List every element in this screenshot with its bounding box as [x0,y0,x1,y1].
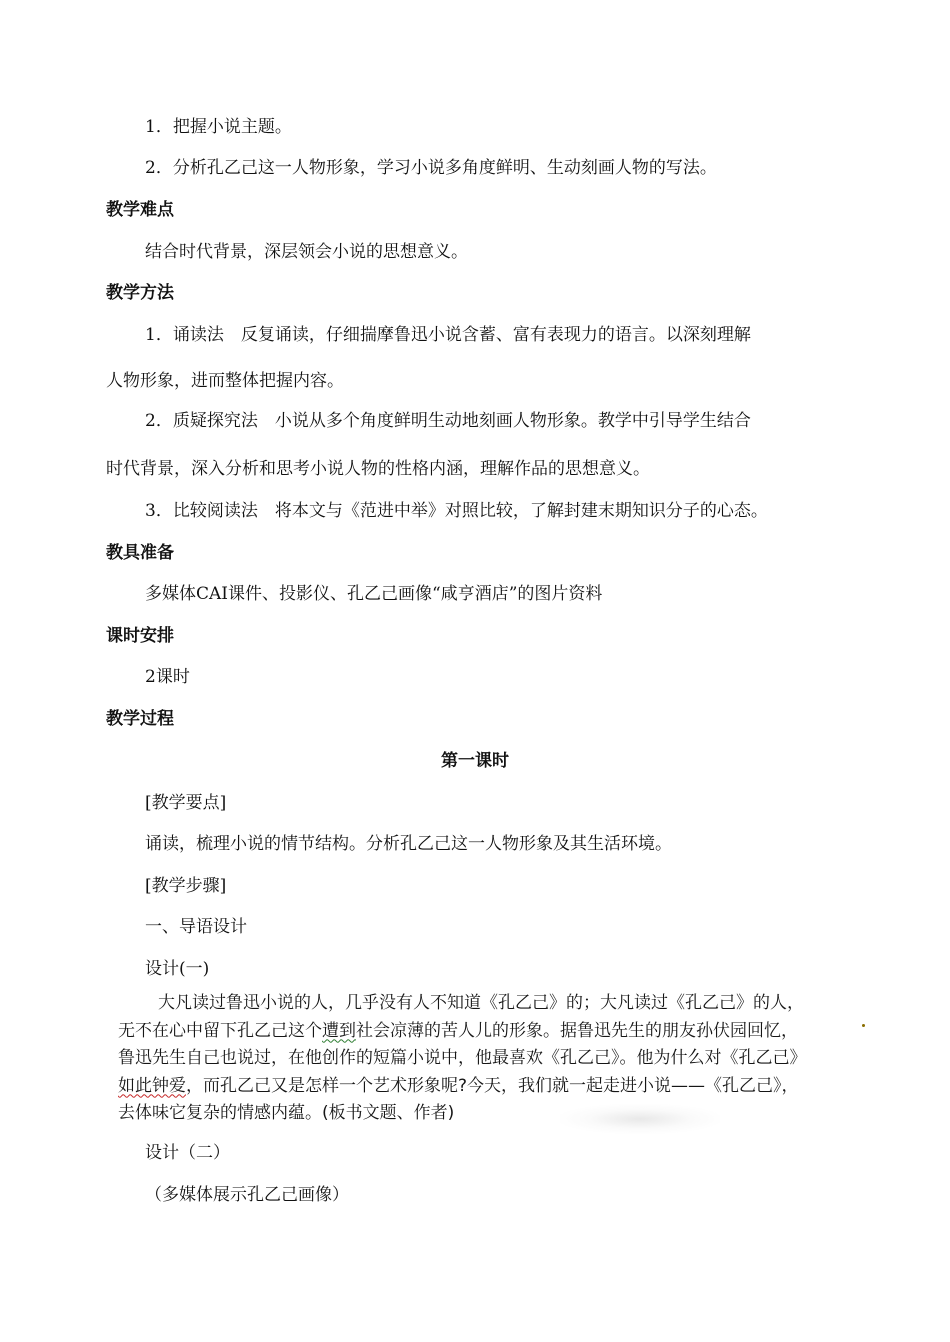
method-2-line-1: 2．质疑探究法 小说从多个角度鲜明生动地刻画人物形象。教学中引导学生结合 [145,411,751,431]
goal-item-1: 1．把握小说主题。 [145,117,292,137]
scan-line-4-part-b: ，而孔乙己又是怎样一个艺术形象呢?今天，我们就一起走进小说——《孔乙己》， [186,1075,799,1096]
difficulty-text: 结合时代背景，深层领会小说的思想意义。 [145,242,468,262]
method-1-line-1: 1．诵读法 反复诵读，仔细揣摩鲁迅小说含蓄、富有表现力的语言。以深刻理解 [145,325,751,345]
scan-line-2-part-a: 无不在心中留下孔乙己这个 [118,1020,322,1041]
section-heading-tools: 教具准备 [106,543,174,563]
scan-line-2-part-d: 的苦人儿的形象。据鲁迅先生的朋友孙伏园回忆， [424,1020,798,1041]
design-2-label: 设计（二） [145,1143,230,1163]
scanned-intro-paragraph [118,990,898,1140]
scan-smudge [560,1104,720,1134]
design-1-label: 设计(一) [145,959,210,979]
method-1-line-2: 人物形象，进而整体把握内容。 [106,371,344,391]
design-2-text: （多媒体展示孔乙己画像） [145,1185,349,1205]
scan-line-2-part-b: 遭到 [322,1020,356,1041]
key-points-label: [教学要点] [145,793,227,813]
schedule-text: 2课时 [145,667,190,687]
section-heading-schedule: 课时安排 [106,626,174,646]
scan-line-1: 大凡读过鲁迅小说的人，几乎没有人不知道《孔乙己》的；大凡读过《孔乙己》的人， [158,993,804,1013]
method-3: 3．比较阅读法 将本文与《范进中举》对照比较，了解封建末期知识分子的心态。 [145,501,768,521]
scan-dot [862,1024,865,1027]
scan-line-2-part-c: 社会凉薄 [356,1020,424,1041]
scan-line-4 [118,1073,898,1101]
scan-line-3: 鲁迅先生自己也说过，在他创作的短篇小说中，他最喜欢《孔乙己》。他为什么对《孔乙己》 [118,1048,807,1068]
section-heading-method: 教学方法 [106,283,174,303]
scan-line-5: 去体味它复杂的情感内蕴。(板书文题、作者) [118,1103,455,1123]
steps-label: [教学步骤] [145,876,227,896]
goal-item-2: 2．分析孔乙己这一人物形象，学习小说多角度鲜明、生动刻画人物的写法。 [145,158,717,178]
intro-heading: 一、导语设计 [145,917,247,937]
tools-text: 多媒体CAI课件、投影仪、孔乙己画像“咸亨酒店”的图片资料 [145,584,603,604]
key-points-text: 诵读，梳理小说的情节结构。分析孔乙己这一人物形象及其生活环境。 [145,834,672,854]
scan-line-2 [118,1018,898,1046]
lesson-title: 第一课时 [441,751,509,771]
method-2-line-2: 时代背景，深入分析和思考小说人物的性格内涵，理解作品的思想意义。 [106,459,650,479]
section-heading-difficulty: 教学难点 [106,200,174,220]
scan-line-4-part-a: 如此钟爱 [118,1075,186,1096]
section-heading-process: 教学过程 [106,709,174,729]
